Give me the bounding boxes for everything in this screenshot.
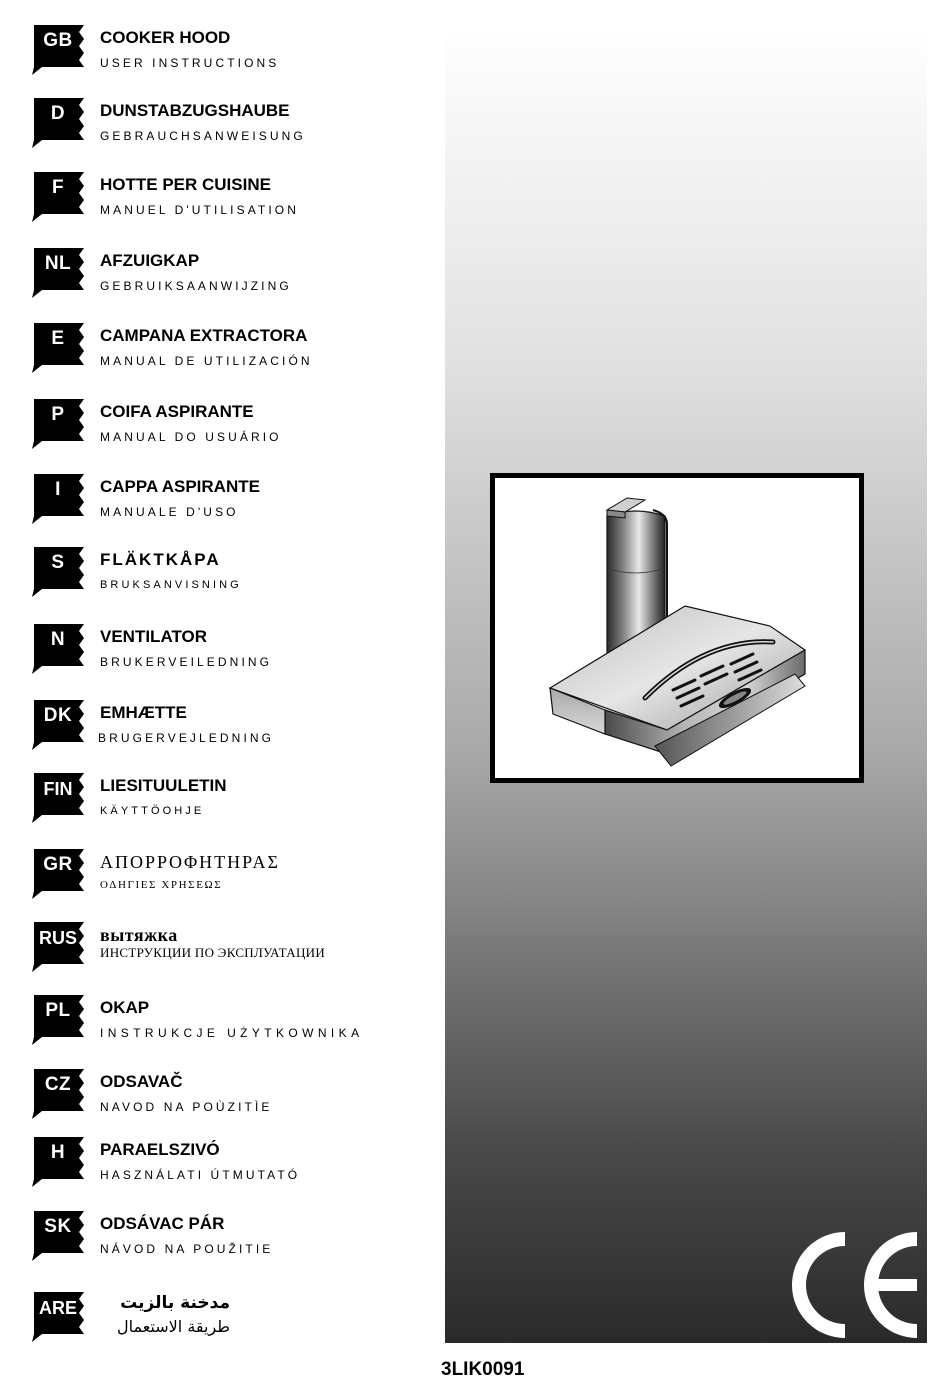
language-code: N [50, 629, 66, 650]
language-code: GB [43, 30, 73, 51]
cover-gradient-panel [445, 25, 927, 1343]
document-code: 3LIK0091 [441, 1359, 525, 1380]
language-entry-cz [30, 1066, 440, 1126]
product-title: AFZUIGKAP [100, 251, 200, 270]
language-tag-sk [30, 1208, 88, 1262]
instructions-subtitle: GEBRUIKSAANWIJZING [100, 279, 292, 293]
ce-mark-icon [785, 1229, 925, 1341]
product-title: EMHÆTTE [100, 703, 187, 722]
instructions-subtitle: MANUEL D'UTILISATION [100, 203, 299, 217]
product-illustration-frame [490, 473, 864, 783]
language-tag-pl [30, 992, 88, 1046]
language-code: P [51, 404, 65, 425]
language-code: SK [44, 1216, 72, 1237]
language-entry-i [30, 471, 440, 531]
language-code: DK [43, 705, 73, 726]
instructions-subtitle: INSTRUKCJE UŻYTKOWNIKA [100, 1026, 364, 1040]
product-title: FLÄKTKÅPA [100, 550, 221, 569]
language-entry-nl [30, 245, 440, 305]
language-code: PL [45, 1000, 71, 1021]
product-title: مدخنة بالزيت [120, 1293, 230, 1313]
language-code: NL [44, 253, 72, 274]
language-entry-sk [30, 1208, 440, 1268]
language-entry-are [30, 1289, 440, 1349]
language-list [0, 0, 440, 1381]
language-code: FIN [43, 779, 73, 799]
language-tag-f [30, 169, 88, 223]
language-tag-p [30, 396, 88, 450]
instructions-subtitle: NÁVOD NA POUŽITIE [100, 1242, 274, 1256]
language-entry-gb [30, 22, 440, 82]
language-tag-n [30, 621, 88, 675]
language-entry-e [30, 320, 440, 380]
product-title: OKAP [100, 998, 150, 1017]
language-code: F [51, 177, 65, 198]
language-tag-rus [30, 919, 88, 973]
language-code: CZ [44, 1074, 72, 1095]
product-title: COIFA ASPIRANTE [100, 402, 254, 421]
language-tag-gr [30, 846, 88, 900]
language-entry-p [30, 396, 440, 456]
instructions-subtitle: BRUKSANVISNING [100, 579, 242, 591]
instructions-subtitle: ΟΔΗΓΙΕΣ ΧΡΗΣΕΩΣ [100, 879, 223, 891]
language-code: GR [43, 854, 73, 875]
instructions-subtitle: MANUALE D'USO [100, 505, 239, 519]
language-entry-pl [30, 992, 440, 1052]
language-code: H [50, 1142, 66, 1163]
language-code: ARE [38, 1298, 77, 1318]
product-title: DUNSTABZUGSHAUBE [100, 101, 290, 120]
language-tag-h [30, 1134, 88, 1188]
instructions-subtitle: MANUAL DE UTILIZACIÓN [100, 354, 313, 368]
language-entry-n [30, 621, 440, 681]
language-tag-fin [30, 770, 88, 824]
product-title: PARAELSZIVÓ [100, 1140, 220, 1159]
product-title: HOTTE PER CUISINE [100, 175, 271, 194]
language-code: E [51, 328, 65, 349]
product-title: LIESITUULETIN [100, 776, 227, 795]
language-entry-s [30, 544, 440, 604]
product-title: CAMPANA EXTRACTORA [100, 326, 308, 345]
language-tag-are [30, 1289, 88, 1343]
language-entry-f [30, 169, 440, 229]
language-code: S [51, 552, 65, 573]
product-title: ODSAVAČ [100, 1072, 183, 1091]
instructions-subtitle: BRUGERVEJLEDNING [98, 731, 275, 745]
language-code: RUS [38, 928, 77, 948]
product-title: CAPPA ASPIRANTE [100, 477, 260, 496]
product-title: ΑΠΟΡΡΟΦΗΤΗΡΑΣ [100, 852, 281, 872]
instructions-subtitle: طريقة الاستعمال [116, 1317, 230, 1336]
language-entry-fin [30, 770, 440, 830]
language-tag-nl [30, 245, 88, 299]
product-title: VENTILATOR [100, 627, 208, 646]
language-entry-gr [30, 846, 440, 906]
language-code: D [50, 103, 66, 124]
language-tag-dk [30, 697, 88, 751]
instructions-subtitle: HASZNÁLATI ÚTMUTATÓ [100, 1168, 301, 1182]
ce-mark-logo [785, 1229, 925, 1341]
language-tag-gb [30, 22, 88, 76]
instructions-subtitle: MANUAL DO USUÁRIO [100, 430, 282, 444]
language-tag-cz [30, 1066, 88, 1120]
language-tag-e [30, 320, 88, 374]
product-title: вытяжка [100, 925, 178, 945]
language-entry-d [30, 95, 440, 155]
language-entry-h [30, 1134, 440, 1194]
language-entry-rus [30, 919, 440, 979]
instructions-subtitle: ИНСТРУКЦИИ ПО ЭКСПЛУАТАЦИИ [100, 945, 326, 960]
language-entry-dk [30, 697, 440, 757]
language-code: I [55, 479, 61, 500]
language-tag-i [30, 471, 88, 525]
instructions-subtitle: KÄYTTÖOHJE [100, 805, 205, 817]
instructions-subtitle: BRUKERVEILEDNING [100, 655, 273, 669]
cooker-hood-illustration [495, 478, 859, 778]
product-title: ODSÁVAC PÁR [100, 1214, 225, 1233]
instructions-subtitle: USER INSTRUCTIONS [100, 56, 280, 70]
product-title: COOKER HOOD [100, 28, 231, 47]
instructions-subtitle: NAVOD NA POÙZITÌE [100, 1100, 273, 1114]
language-tag-s [30, 544, 88, 598]
language-tag-d [30, 95, 88, 149]
instructions-subtitle: GEBRAUCHSANWEISUNG [100, 129, 306, 143]
